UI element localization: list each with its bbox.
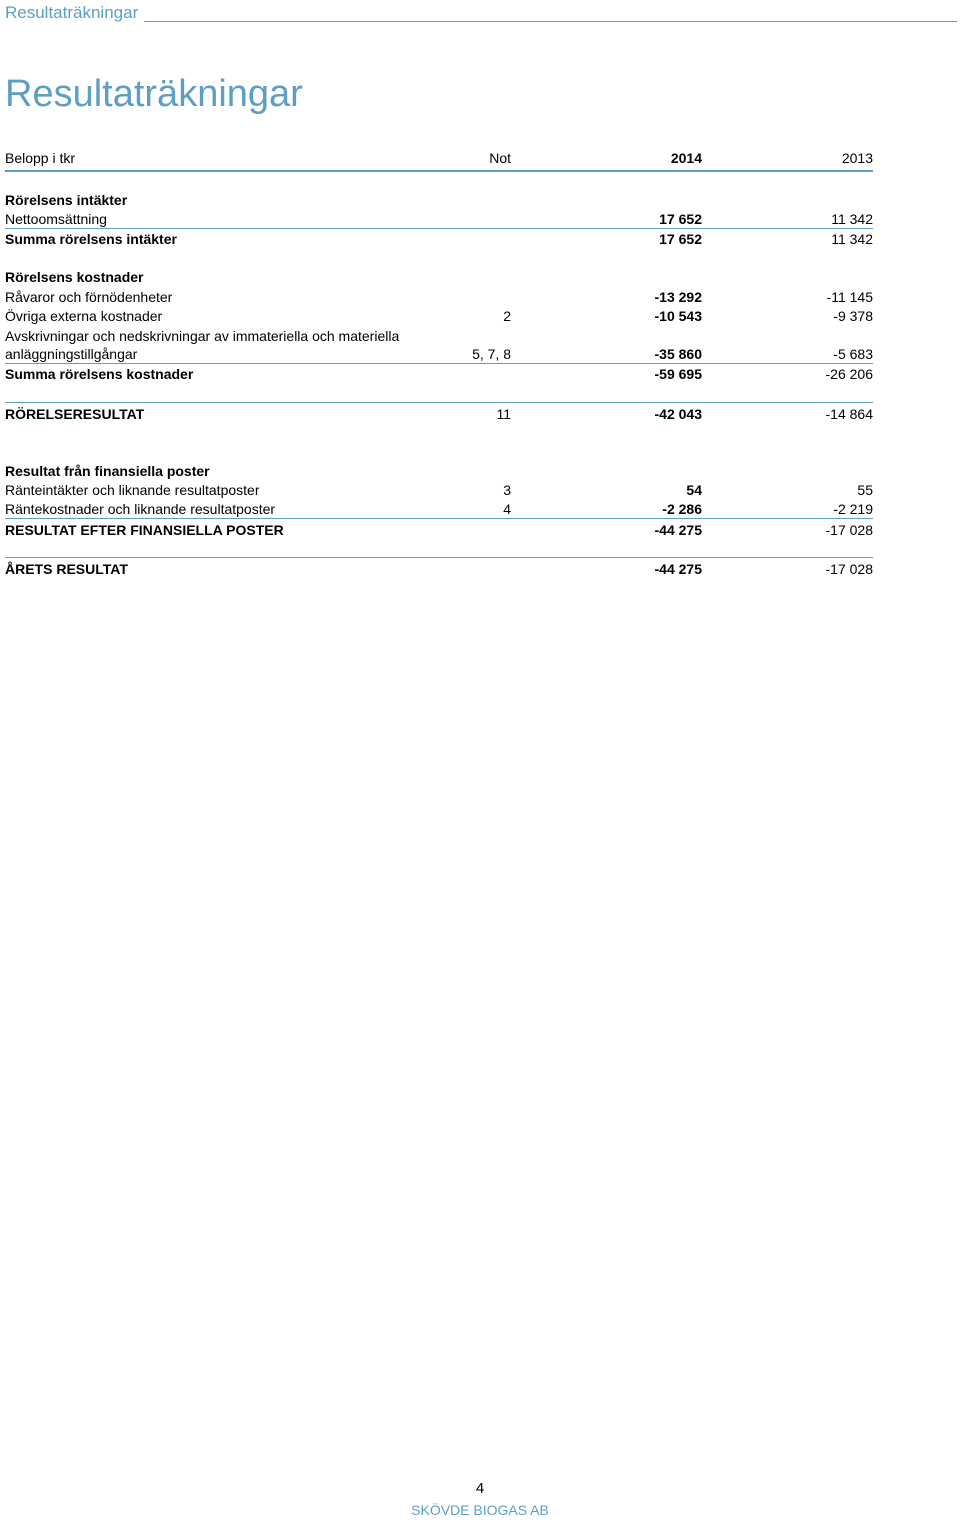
running-header-rule [144,21,957,22]
divider-rule [5,557,873,558]
row-label: Resultat från finansiella poster [5,463,210,479]
row-value-2014: 17 652 [659,231,702,247]
row-value-2013: -26 206 [825,366,873,382]
table-row-net-sales [5,210,873,228]
row-label: Nettoomsättning [5,211,107,227]
row-value-2014: -44 275 [654,522,702,538]
page-title: Resultaträkningar [5,73,303,115]
row-value-2013: -11 145 [826,289,873,305]
row-value-2013: -17 028 [825,522,873,538]
table-row-other-external-costs [5,307,873,325]
column-header-row [5,150,873,170]
row-label: Summa rörelsens kostnader [5,366,194,382]
row-label: Råvaror och förnödenheter [5,289,173,305]
row-value-2013: 11 342 [831,231,873,247]
row-label: ÅRETS RESULTAT [5,561,128,577]
column-header-year-2014: 2014 [670,150,702,166]
column-header-label: Belopp i tkr [5,150,76,166]
row-value-2014: -44 275 [654,561,702,577]
running-header-title: Resultaträkningar [5,3,139,22]
row-value-2014: -2 286 [662,501,702,517]
row-label: Rörelsens kostnader [5,269,144,285]
table-row-interest-income [5,481,873,499]
table-row-interest-expense [5,500,873,518]
divider-rule [5,363,873,364]
row-value-2013: -9 378 [833,308,873,324]
row-label-depreciation-line1: Avskrivningar och nedskrivningar av immateriella och materiella [5,328,400,344]
row-note: 5, 7, 8 [472,346,511,362]
row-label: Ränteintäkter och liknande resultatposter [5,482,260,498]
row-value-2014: -59 695 [654,366,702,382]
row-note: 2 [503,308,511,324]
row-value-2013: 55 [857,482,873,498]
page-number: 4 [475,1480,485,1497]
row-value-2014: -42 043 [654,406,702,422]
row-label: Summa rörelsens intäkter [5,231,177,247]
column-header-underline [5,170,873,172]
row-note: 11 [496,406,511,422]
running-header [5,2,957,24]
section-heading-costs [5,268,873,286]
divider-rule [5,518,873,519]
row-value-2013: 11 342 [831,211,873,227]
row-value-2014: -35 860 [654,346,702,362]
row-value-2013: -14 864 [825,406,873,422]
table-row-total-revenue [5,230,873,248]
row-label: Rörelsens intäkter [5,192,128,208]
footer-company-name: SKÖVDE BIOGAS AB [411,1502,549,1518]
table-row-total-costs [5,365,873,383]
row-value-2014: -10 543 [654,308,702,324]
row-label: Räntekostnader och liknande resultatposter [5,501,276,517]
column-header-note: Not [489,150,511,166]
table-row-annual-result [5,560,873,578]
section-heading-revenue [5,191,873,209]
section-heading-financial [5,462,873,480]
row-value-2014: 54 [686,482,702,498]
divider-rule [5,402,873,403]
table-row-depreciation [5,345,873,363]
row-value-2013: -17 028 [825,561,873,577]
row-value-2014: -13 292 [654,289,702,305]
table-row-raw-materials [5,288,873,306]
row-label: RESULTAT EFTER FINANSIELLA POSTER [5,522,284,538]
divider-rule [5,228,873,229]
row-note: 3 [503,482,511,498]
row-label: Övriga externa kostnader [5,308,163,324]
column-header-year-2013: 2013 [841,150,873,166]
row-value-2013: -2 219 [833,501,873,517]
row-note: 4 [503,501,511,517]
table-row-operating-result [5,405,873,423]
row-label: anläggningstillgångar [5,346,138,362]
row-label: RÖRELSERESULTAT [5,406,145,422]
row-value-2013: -5 683 [833,346,873,362]
row-value-2014: 17 652 [659,211,702,227]
table-row-result-after-financial [5,521,873,539]
